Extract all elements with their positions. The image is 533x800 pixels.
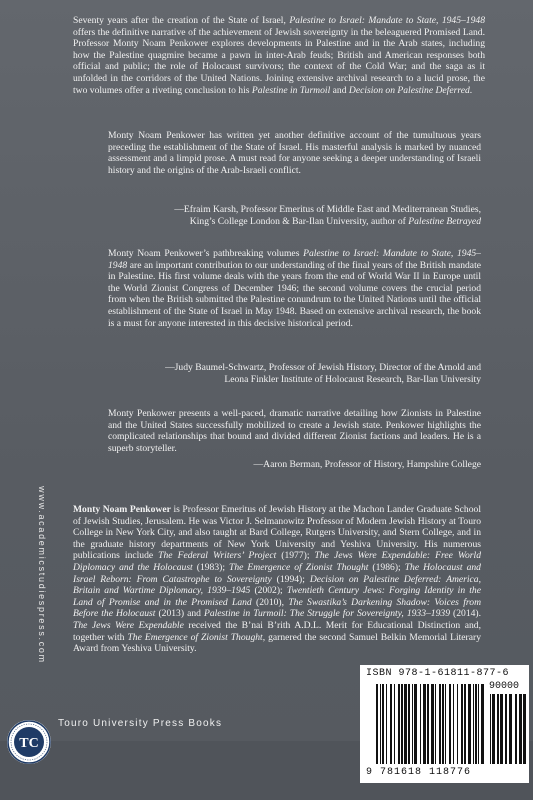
blurb-berman: Monty Penkower presents a well-paced, dramatic narrative detailing how Zionists in Palestine and the United States successfully mobilized to create a Jewish state. Penkower highlights the complicated relationships that bound and divided different Zionist factions and leaders. He is a superb storyteller. bbox=[108, 408, 481, 454]
bio-text: is Professor Emeritus of Jewish History at the Machon Lander Graduate School of Jewish Studies, Jerusalem. He was Victor J. Selmanowitz Professor of Modern Jewish History at Touro College in New York City, and also taught at Bard College, Rutgers University, and Stern College, and in the graduate history departments of New York University and Yeshiva University. His numerous publications include bbox=[73, 504, 481, 562]
attribution-line: King’s College London & Bar-Ilan University, author of bbox=[189, 215, 409, 227]
bio-text: , garnered the second Samuel Belkin Memorial Literary Award from Yeshiva University. bbox=[73, 631, 481, 655]
barcode-bar bbox=[453, 684, 454, 764]
book-title: Decision on Palestine Deferred bbox=[348, 84, 470, 96]
book-title: Twentieth Century Jews: Forging Identity in the Land of Promise and in the Promised Land bbox=[73, 585, 481, 608]
blurb-text: are an important contribution to our understanding of the final years of the British mandate in Palestine. His first volume deals with the years from the end of World War II in Europe until the World Zionist Congress of December 1946; the second volume covers the crucial period from when the British submitted the Palestine conundrum to the United Nations until the official establishment of the State of Israel in May 1948. Based on extensive archival research, the book is a must for anyone interested in this decisive historical period. bbox=[108, 259, 481, 329]
publisher-name: Touro University Press Books bbox=[58, 718, 223, 729]
barcode-bar bbox=[420, 684, 421, 764]
publisher-website: www.academicstudiespress.com bbox=[37, 486, 47, 664]
barcode-bar bbox=[435, 684, 436, 764]
barcode-bar bbox=[390, 684, 392, 764]
barcode-bar bbox=[515, 694, 517, 764]
book-title: The Jews Were Expendable bbox=[73, 619, 184, 631]
barcode-bar bbox=[519, 694, 522, 764]
blurb-text: Monty Noam Penkower’s pathbreaking volumes bbox=[108, 248, 304, 259]
barcode-bar bbox=[427, 684, 429, 764]
barcode-bar bbox=[468, 684, 471, 764]
book-title: Palestine to Israel: Mandate to State, 1945–1948 bbox=[289, 15, 485, 26]
book-title: The Emergence of Zionist Thought bbox=[229, 561, 369, 573]
barcode-bar bbox=[408, 684, 410, 764]
barcode-bar bbox=[401, 684, 403, 764]
barcode-bar bbox=[431, 684, 434, 764]
book-title: The Emergence of Zionist Thought bbox=[127, 631, 263, 643]
book-title: Palestine Betrayed bbox=[408, 215, 481, 227]
barcode-bar bbox=[500, 694, 503, 764]
publisher-logo-icon bbox=[5, 718, 53, 766]
barcode-bar bbox=[481, 684, 484, 764]
book-title: The Jews Were Expendable: Free World Diplomacy and the Holocaust bbox=[73, 550, 481, 573]
book-title: Palestine in Turmoil: The Struggle for Sovereignty, 1933–1939 bbox=[203, 608, 450, 620]
intro-text: . bbox=[469, 84, 473, 96]
author-bio bbox=[73, 504, 481, 655]
barcode-bar bbox=[497, 694, 499, 764]
barcode-bar bbox=[423, 684, 426, 764]
book-title: Decision on Palestine Deferred: America, Britain and Wartime Diplomacy, 1939–1945 bbox=[73, 573, 482, 597]
isbn-label: ISBN 978-1-61811-877-6 bbox=[366, 668, 510, 679]
book-title: Palestine to Israel: Mandate to State, 1945–1948 bbox=[108, 248, 481, 271]
barcode-bar bbox=[475, 684, 477, 764]
barcode-bar bbox=[490, 694, 491, 764]
barcode-bar bbox=[492, 694, 495, 764]
blurb-baumel-schwartz bbox=[108, 248, 481, 329]
barcode-digits: 9 781618 118776 bbox=[366, 767, 472, 778]
attribution-line: —Efraim Karsh, Professor Emeritus of Middle East and Mediterranean Studies, bbox=[174, 204, 481, 215]
price-code: 90000 bbox=[489, 681, 520, 692]
barcode-bar bbox=[442, 684, 444, 764]
barcode-bar bbox=[386, 684, 387, 764]
barcode-bar bbox=[445, 684, 446, 764]
intro-text: and bbox=[330, 84, 349, 96]
barcode-bar bbox=[478, 684, 479, 764]
barcode-bar bbox=[398, 684, 400, 764]
ean-barcode bbox=[376, 684, 486, 764]
bio-text: (2002); bbox=[250, 585, 287, 597]
bio-text: (1994); bbox=[271, 573, 310, 585]
barcode-bar bbox=[376, 684, 378, 764]
attribution-line: —Judy Baumel-Schwartz, Professor of Jewish History, Director of the Arnold and bbox=[165, 362, 481, 373]
blurb-baumel-schwartz-attribution bbox=[124, 362, 481, 385]
bio-text: (1977); bbox=[276, 550, 315, 562]
blurb-karsh: Monty Noam Penkower has written yet another definitive account of the tumultuous years preceding the establishment of the State of Israel. His masterful analysis is marked by nuanced assessment and a limpid prose. A must read for anyone seeking a deeper understanding of Israeli history and the origins of the Arab-Israeli conflict. bbox=[108, 130, 481, 176]
intro-text: offers the definitive narrative of the achievement of Jewish sovereignty in the beleaguered Promised Land. Professor Monty Noam Penkower explores developments in Palestine and in the Arab states, including how the Palestine quagmire became a pawn in inter-Arab feuds; British and American responses both official and public; the role of Holocaust survivors; the context of the Cold War; and the saga as it unfolded in the corridors of the United Nations. Joining extensive archival research to a lucid prose, the two volumes offer a riveting conclusion to his bbox=[73, 26, 485, 96]
intro-paragraph bbox=[73, 15, 485, 96]
blurb-karsh-attribution bbox=[124, 204, 481, 227]
barcode-bar bbox=[464, 684, 466, 764]
addon-barcode bbox=[490, 694, 526, 764]
barcode-bar bbox=[380, 684, 381, 764]
blurb-berman-attribution: —Aaron Berman, Professor of History, Hampshire College bbox=[253, 459, 481, 470]
book-title: The Holocaust and Israel Reborn: From Catastrophe to Sovereignty bbox=[73, 561, 481, 585]
bio-text: (1986); bbox=[368, 561, 405, 573]
barcode-bar bbox=[404, 684, 407, 764]
book-title: Palestine in Turmoil bbox=[251, 84, 331, 96]
intro-text: Seventy years after the creation of the State of Israel, bbox=[73, 15, 290, 26]
logo-initials: TC bbox=[19, 736, 39, 751]
author-name: Monty Noam Penkower bbox=[73, 504, 171, 515]
barcode-bar bbox=[473, 684, 474, 764]
book-title: The Federal Writers’ Project bbox=[158, 550, 277, 562]
barcode-bar bbox=[457, 684, 458, 764]
barcode-bar bbox=[394, 684, 395, 764]
barcode-bar bbox=[412, 684, 413, 764]
bio-text: received the B’nai B’rith A.D.L. Merit for Educational Distinction and, together with bbox=[73, 619, 481, 643]
bio-text: (2013) and bbox=[155, 608, 204, 620]
barcode-bar bbox=[505, 694, 507, 764]
barcode-bar bbox=[449, 684, 451, 764]
book-title: The Swastika’s Darkening Shadow: Voices from Before the Holocaust bbox=[73, 596, 481, 620]
bio-text: (1983); bbox=[192, 561, 230, 573]
bio-text: (2010), bbox=[251, 596, 289, 608]
barcode-bar bbox=[461, 684, 463, 764]
barcode-bar bbox=[439, 684, 441, 764]
attribution-line: Leona Finkler Institute of Holocaust Research, Bar-Ilan University bbox=[224, 373, 481, 385]
bio-text: (2014). bbox=[450, 608, 482, 620]
barcode-bar bbox=[382, 684, 384, 764]
barcode-bar bbox=[509, 694, 512, 764]
barcode-bar bbox=[523, 694, 526, 764]
barcode-bar bbox=[414, 684, 417, 764]
